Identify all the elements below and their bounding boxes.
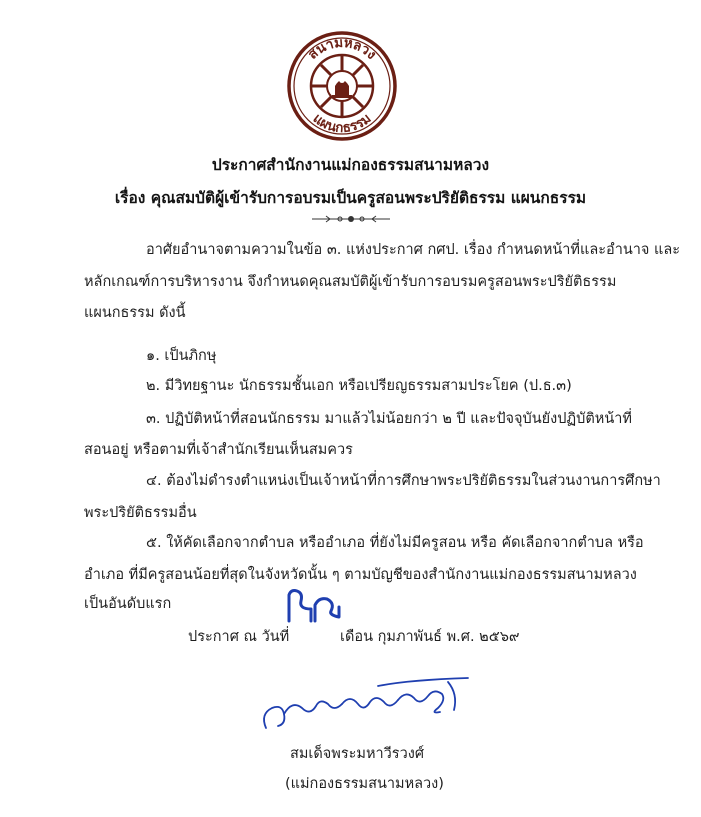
seal-text-bottom: แผนกธรรม — [309, 110, 375, 137]
announcement-title: ประกาศสำนักงานแม่กองธรรมสนามหลวง — [211, 156, 490, 174]
handwritten-day — [285, 587, 343, 625]
signer-position: (แม่กองธรรมสนามหลวง) — [285, 776, 444, 792]
item-3-line-1: ๓. ปฏิบัติหน้าที่สอนนักธรรม มาแล้วไม่น้อยกว่า ๒ ปี และปัจจุบันยังปฏิบัติหน้าที่ — [146, 411, 632, 427]
item-4-line-2: พระปริยัติธรรมอื่น — [84, 505, 197, 521]
date-suffix: เดือน กุมภาพันธ์ พ.ศ. ๒๕๖๙ — [340, 629, 520, 645]
item-5-line-3: เป็นอันดับแรก — [84, 596, 172, 612]
item-4-line-1: ๔. ต้องไม่ดำรงตำแหน่งเป็นเจ้าหน้าที่การศึกษาพระปริยัติธรรมในส่วนงานการศึกษา — [146, 473, 661, 489]
handwritten-signature — [258, 674, 474, 736]
date-prefix: ประกาศ ณ วันที่ — [188, 629, 290, 645]
ornament-divider — [310, 213, 392, 225]
item-3-line-2: สอนอยู่ หรือตามที่เจ้าสำนักเรียนเห็นสมควร — [84, 442, 353, 458]
announcement-subject: เรื่อง คุณสมบัติผู้เข้ารับการอบรมเป็นครูสอนพระปริยัติธรรม แผนกธรรม — [114, 189, 587, 207]
item-1: ๑. เป็นภิกษุ — [146, 348, 217, 364]
intro-line-1: อาศัยอำนาจตามความในข้อ ๓. แห่งประกาศ กศป. เรื่อง กำหนดหน้าที่และอำนาจ และ — [146, 242, 681, 258]
intro-line-2: หลักเกณฑ์การบริหารงาน จึงกำหนดคุณสมบัติผู้เข้ารับการอบรมครูสอนพระปริยัติธรรม — [84, 274, 617, 290]
seal-text-top: สนามหลวง — [304, 34, 380, 63]
seal-logo — [286, 30, 398, 142]
signer-name: สมเด็จพระมหาวีรวงศ์ — [290, 746, 425, 762]
item-5-line-2: อำเภอ ที่มีครูสอนน้อยที่สุดในจังหวัดนั้น ๆ ตามบัญชีของสำนักงานแม่กองธรรมสนามหลวง — [84, 567, 637, 583]
item-2: ๒. มีวิทยฐานะ นักธรรมชั้นเอก หรือเปรียญธรรมสามประโยค (ป.ธ.๓) — [146, 378, 572, 394]
item-5-line-1: ๕. ให้คัดเลือกจากตำบล หรืออำเภอ ที่ยังไม่มีครูสอน หรือ คัดเลือกจากตำบล หรือ — [146, 535, 644, 551]
intro-line-3: แผนกธรรม ดังนี้ — [84, 305, 186, 321]
